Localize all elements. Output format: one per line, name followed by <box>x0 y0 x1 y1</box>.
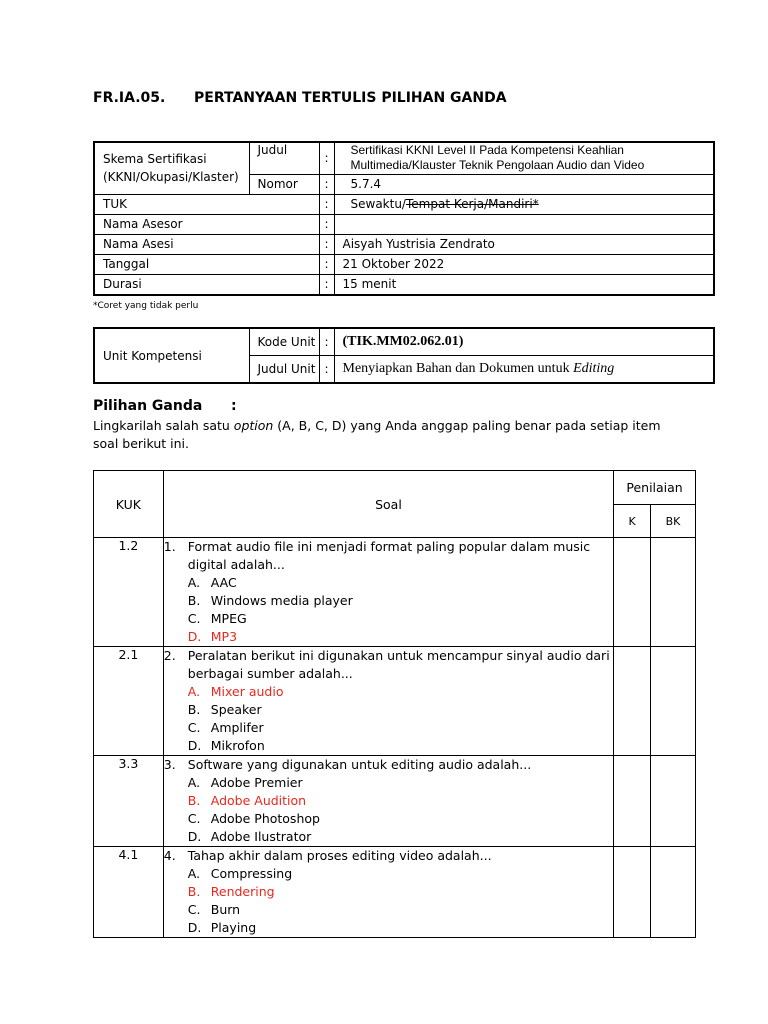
unit-table <box>93 327 715 384</box>
judul-label: Judul <box>249 142 319 174</box>
k-cell[interactable] <box>614 756 651 847</box>
answer-option[interactable] <box>164 901 613 919</box>
option-letter: A. <box>187 684 201 699</box>
asesor-value <box>334 214 714 234</box>
question-cell <box>163 538 613 647</box>
question-text: Format audio file ini menjadi format paling popular dalam music digital adalah... <box>187 539 591 572</box>
question-row <box>94 756 696 847</box>
option-letter: B. <box>187 793 201 808</box>
unit-label: Unit Kompetensi <box>94 328 249 383</box>
option-letter: D. <box>187 738 202 753</box>
instructions <box>93 417 683 453</box>
question-text: Tahap akhir dalam proses editing video adalah... <box>187 848 492 863</box>
question-number: 3. <box>163 757 176 772</box>
bk-cell[interactable] <box>651 847 696 938</box>
option-letter: B. <box>187 884 201 899</box>
colon: : <box>319 274 334 295</box>
option-text: MPEG <box>210 611 247 626</box>
judul-unit-text: Menyiapkan Bahan dan Dokumen untuk <box>342 361 574 376</box>
colon: : <box>319 174 334 194</box>
tuk-value <box>334 194 714 214</box>
header-kuk: KUK <box>94 471 164 538</box>
asesor-label: Nama Asesor <box>94 214 319 234</box>
asesi-label: Nama Asesi <box>94 234 319 254</box>
option-text: Adobe Premier <box>210 775 303 790</box>
tuk-label: TUK <box>94 194 319 214</box>
option-text: MP3 <box>210 629 238 644</box>
question-cell <box>163 756 613 847</box>
question-cell <box>163 647 613 756</box>
option-letter: D. <box>187 920 202 935</box>
kode-unit-value: (TIK.MM02.062.01) <box>334 328 714 356</box>
section-colon: : <box>231 398 237 414</box>
question-row <box>94 538 696 647</box>
question-row <box>94 847 696 938</box>
bk-cell[interactable] <box>651 756 696 847</box>
nomor-label: Nomor <box>249 174 319 194</box>
tanggal-value: 21 Oktober 2022 <box>334 254 714 274</box>
section-title: Pilihan Ganda <box>93 398 203 414</box>
durasi-value: 15 menit <box>334 274 714 295</box>
bk-cell[interactable] <box>651 538 696 647</box>
k-cell[interactable] <box>614 647 651 756</box>
form-title: PERTANYAAN TERTULIS PILIHAN GANDA <box>194 90 507 106</box>
colon: : <box>319 328 334 356</box>
header-k: K <box>614 505 651 538</box>
tuk-value-selected: Sewaktu/ <box>350 197 406 211</box>
option-text: Mixer audio <box>210 684 284 699</box>
correct-option[interactable] <box>164 883 613 901</box>
answer-option[interactable] <box>164 810 613 828</box>
answer-option[interactable] <box>164 919 613 937</box>
k-cell[interactable] <box>614 538 651 647</box>
question-number: 1. <box>163 539 176 554</box>
option-text: Windows media player <box>210 593 353 608</box>
option-letter: D. <box>187 629 202 644</box>
instr-before: Lingkarilah salah satu <box>93 418 234 433</box>
judul-value: Sertifikasi KKNI Level II Pada Kompetensi Keahlian Multimedia/Klauster Teknik Pengolaan Audio dan Video <box>334 142 714 174</box>
option-letter: C. <box>187 811 201 826</box>
instr-after: (A, B, C, D) yang Anda anggap paling benar pada setiap item soal berikut ini. <box>93 418 661 451</box>
skema-label: Skema Sertifikasi (KKNI/Okupasi/Klaster) <box>94 142 249 194</box>
correct-option[interactable] <box>164 683 613 701</box>
tuk-value-struck: Tempat Kerja/Mandiri* <box>405 197 539 211</box>
kuk-cell: 2.1 <box>94 647 164 756</box>
answer-option[interactable] <box>164 610 613 628</box>
judul-unit-italic: Editing <box>573 361 615 376</box>
answer-option[interactable] <box>164 592 613 610</box>
option-letter: C. <box>187 720 201 735</box>
footnote: *Coret yang tidak perlu <box>93 301 199 311</box>
option-text: Mikrofon <box>210 738 265 753</box>
option-text: Adobe Photoshop <box>210 811 320 826</box>
answer-option[interactable] <box>164 828 613 846</box>
option-text: Rendering <box>210 884 275 899</box>
info-table <box>93 141 715 296</box>
answer-option[interactable] <box>164 701 613 719</box>
colon: : <box>319 194 334 214</box>
judul-unit-value <box>334 356 714 384</box>
bk-cell[interactable] <box>651 647 696 756</box>
nomor-value: 5.7.4 <box>334 174 714 194</box>
header-penilaian: Penilaian <box>614 471 696 505</box>
option-letter: C. <box>187 611 201 626</box>
option-letter: A. <box>187 575 201 590</box>
option-letter: C. <box>187 902 201 917</box>
kuk-cell: 3.3 <box>94 756 164 847</box>
option-text: Compressing <box>210 866 293 881</box>
colon: : <box>319 214 334 234</box>
option-text: Burn <box>210 902 241 917</box>
kuk-cell: 4.1 <box>94 847 164 938</box>
colon: : <box>319 254 334 274</box>
colon: : <box>319 234 334 254</box>
form-code: FR.IA.05. <box>93 90 166 106</box>
question-text: Software yang digunakan untuk editing audio adalah... <box>187 757 532 772</box>
questions-table <box>93 470 696 938</box>
option-text: Amplifer <box>210 720 264 735</box>
correct-option[interactable] <box>164 792 613 810</box>
option-text: Speaker <box>210 702 262 717</box>
option-letter: B. <box>187 593 201 608</box>
asesi-value: Aisyah Yustrisia Zendrato <box>334 234 714 254</box>
question-number: 4. <box>163 848 176 863</box>
answer-option[interactable] <box>164 719 613 737</box>
answer-option[interactable] <box>164 737 613 755</box>
option-text: Playing <box>210 920 257 935</box>
question-row <box>94 647 696 756</box>
option-letter: B. <box>187 702 201 717</box>
k-cell[interactable] <box>614 847 651 938</box>
durasi-label: Durasi <box>94 274 319 295</box>
option-letter: A. <box>187 866 201 881</box>
instr-italic: option <box>233 418 274 433</box>
answer-option[interactable] <box>164 774 613 792</box>
header-bk: BK <box>651 505 696 538</box>
colon: : <box>319 142 334 174</box>
option-text: Adobe Audition <box>210 793 307 808</box>
question-text: Peralatan berikut ini digunakan untuk mencampur sinyal audio dari berbagai sumber adalah... <box>187 648 610 681</box>
option-letter: A. <box>187 775 201 790</box>
kode-unit-label: Kode Unit <box>249 328 319 356</box>
tanggal-label: Tanggal <box>94 254 319 274</box>
kuk-cell: 1.2 <box>94 538 164 647</box>
answer-option[interactable] <box>164 865 613 883</box>
header-soal: Soal <box>163 471 613 538</box>
question-number: 2. <box>163 648 176 663</box>
answer-option[interactable] <box>164 574 613 592</box>
correct-option[interactable] <box>164 628 613 646</box>
option-text: Adobe Ilustrator <box>210 829 312 844</box>
colon: : <box>319 356 334 384</box>
option-letter: D. <box>187 829 202 844</box>
question-cell <box>163 847 613 938</box>
option-text: AAC <box>210 575 237 590</box>
judul-unit-label: Judul Unit <box>249 356 319 384</box>
